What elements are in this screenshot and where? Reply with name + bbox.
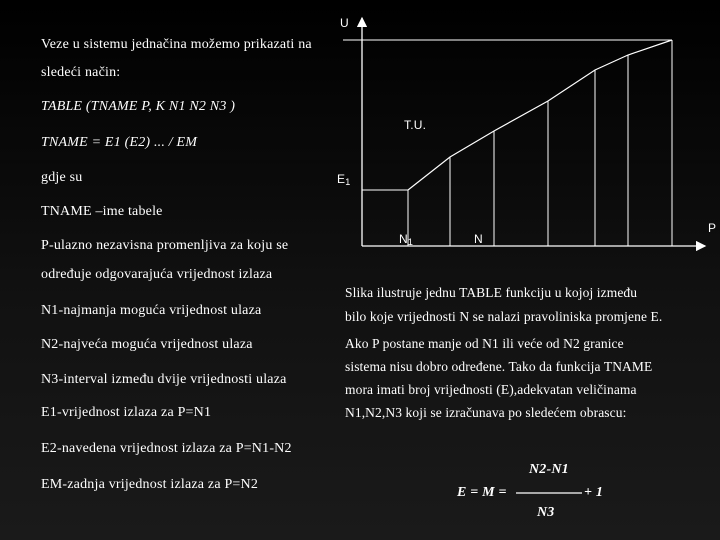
n1-description: N1-najmanja moguća vrijednost ulaza [41,303,262,318]
n1-label-sub: 1 [407,237,414,247]
note-line-1: Ako P postane manje od N1 ili veće od N2 granice [345,336,624,351]
note-line-3: mora imati broj vrijednosti (E),adekvatan veličinama [345,382,637,397]
e1-label-main: E [337,172,346,186]
intro-line-2: sledeći način: [41,65,121,80]
formula-numerator: N2-N1 [529,462,569,477]
p-description-cont: određuje odgovarajuća vrijednost izlaza [41,267,273,282]
caption-line-1: Slika ilustruje jednu TABLE funkciju u kojoj između [345,285,638,300]
e1-label [337,172,350,187]
formula-lhs: E = M = [457,485,507,500]
formula-denominator: N3 [537,505,555,520]
gdje-su-text: gdje su [41,170,83,185]
p-description: P-ulazno nezavisna promenljiva za koju se [41,238,289,253]
y-axis-label: U [340,16,349,30]
note-line-2: sistema nisu dobro određene. Tako da funkcija TNAME [345,359,653,374]
tname-definition: TNAME = E1 (E2) ... / EM [41,135,198,150]
em-description: EM-zadnja vrijednost izlaza za P=N2 [41,477,259,492]
n3-description: N3-interval između dvije vrijednosti ulaza [41,372,287,387]
n-label: N [474,232,483,246]
note-line-4: N1,N2,N3 koji se izračunava po sledećem obrascu: [345,405,627,420]
x-axis-label: P [708,221,717,235]
e1-description: E1-vrijednost izlaza za P=N1 [41,405,212,420]
n1-label [399,232,413,247]
intro-line-1: Veze u sistemu jednačina možemo prikazati na [41,37,312,52]
n2-description: N2-najveća moguća vrijednost ulaza [41,337,253,352]
tname-description: TNAME –ime tabele [41,204,163,219]
tu-label: T.U. [404,118,427,132]
table-function-curve [408,40,672,190]
formula-rhs: + 1 [584,485,604,500]
table-syntax: TABLE (TNAME P, K N1 N2 N3 ) [41,99,236,114]
e2-description: E2-navedena vrijednost izlaza za P=N1-N2 [41,441,292,456]
e1-label-sub: 1 [345,177,351,187]
caption-line-2: bilo koje vrijednosti N se nalazi pravoliniska promjene E. [345,309,663,324]
n1-label-main: N [399,232,408,246]
